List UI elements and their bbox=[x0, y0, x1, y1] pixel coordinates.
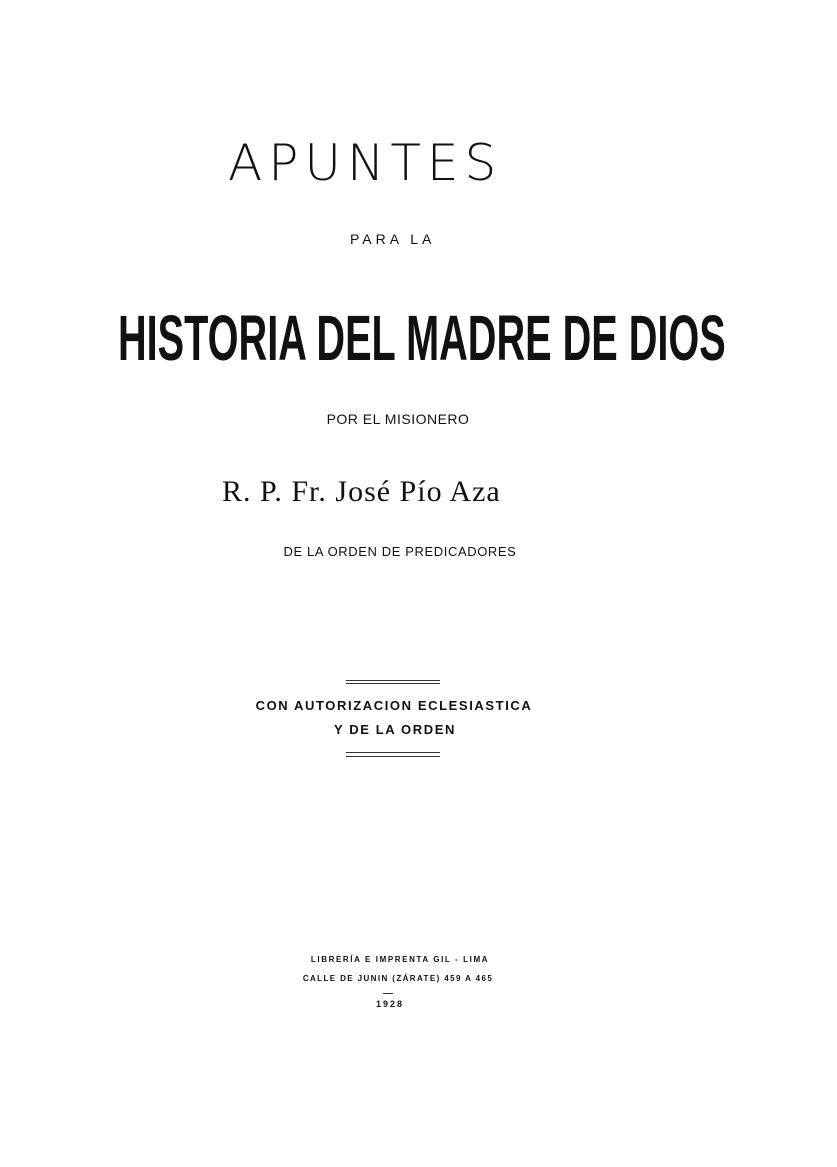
divider-top bbox=[346, 680, 440, 681]
main-title bbox=[118, 302, 726, 376]
publication-year: 1928 bbox=[375, 999, 405, 1009]
main-title-text: HISTORIA DEL MADRE DE DIOS bbox=[118, 302, 726, 374]
publisher: LIBRERÍA E IMPRENTA GIL - LIMA bbox=[310, 955, 490, 964]
year-dash bbox=[383, 993, 393, 994]
author-order: DE LA ORDEN DE PREDICADORES bbox=[283, 544, 517, 559]
publisher-address: CALLE DE JUNIN (ZÁRATE) 459 A 465 bbox=[302, 974, 494, 983]
divider-top-second bbox=[346, 683, 440, 684]
authorization-line-1: CON AUTORIZACION ECLESIASTICA bbox=[255, 698, 533, 713]
divider-bottom-second bbox=[346, 756, 440, 757]
author-name: R. P. Fr. José Pío Aza bbox=[222, 475, 501, 508]
subtitle-connector: PARA LA bbox=[350, 231, 436, 247]
authorization-line-2: Y DE LA ORDEN bbox=[334, 722, 456, 737]
book-title: APUNTES bbox=[228, 134, 503, 192]
divider-bottom bbox=[346, 752, 440, 753]
author-intro: POR EL MISIONERO bbox=[326, 411, 470, 427]
